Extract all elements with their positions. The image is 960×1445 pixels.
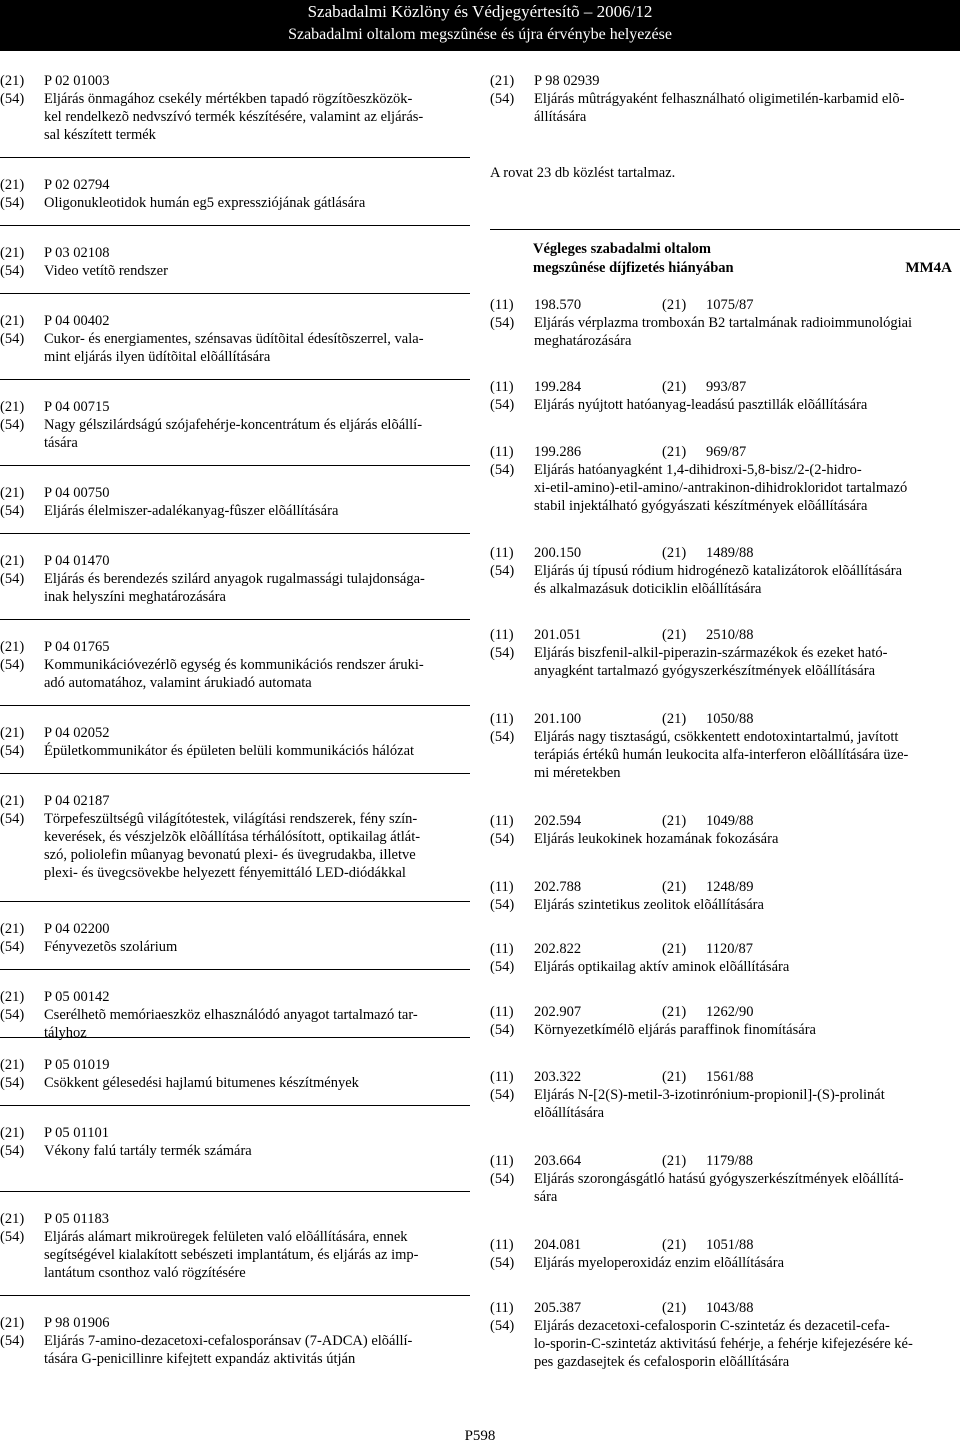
section-title-line2: megszûnése díjfizetés hiányában — [533, 260, 734, 276]
field-code-54: (54) — [0, 91, 25, 107]
patent-title — [44, 1228, 470, 1282]
patent-title — [534, 830, 960, 848]
section-title-line1: Végleges szabadalmi oltalom — [533, 241, 712, 257]
title-line: plexi- és üvegcsövekbe helyezett fényemittáló LED-diódákkal — [44, 865, 406, 881]
field-code-21: (21) — [0, 553, 25, 569]
application-number: P 04 02052 — [44, 725, 110, 741]
divider — [0, 225, 470, 226]
divider — [0, 969, 470, 970]
divider — [490, 229, 960, 230]
title-line: Eljárás nagy tisztaságú, csökkentett endotoxintartalmú, javított — [534, 729, 899, 745]
title-line: xi-etil-amino)-etil-amino/-antrakinon-dihidrokloridot tartalmazó — [534, 480, 908, 496]
field-code-21: (21) — [662, 941, 687, 957]
field-code-54: (54) — [490, 729, 515, 745]
application-number: P 05 00142 — [44, 989, 110, 1005]
title-line: Video vetítõ rendszer — [44, 263, 168, 279]
divider — [0, 1191, 470, 1192]
patent-number: 202.788 — [534, 879, 582, 895]
application-number: 969/87 — [706, 444, 747, 460]
expired-patent-entry — [490, 1299, 960, 1371]
application-number: P 05 01019 — [44, 1057, 110, 1073]
application-number: P 98 02939 — [534, 73, 600, 89]
field-code-21: (21) — [0, 313, 25, 329]
patent-title — [534, 314, 960, 350]
application-number: P 04 00750 — [44, 485, 110, 501]
patent-number: 200.150 — [534, 545, 582, 561]
field-code-54: (54) — [490, 91, 515, 107]
title-line: Eljárás szorongásgátló hatású gyógyszerkészítmények elõállítá- — [534, 1171, 904, 1187]
patent-title — [44, 90, 470, 144]
field-code-54: (54) — [490, 897, 515, 913]
title-line: segítségével kialakított sebészeti implantátum, és eljárás az imp- — [44, 1247, 419, 1263]
patent-number: 201.100 — [534, 711, 582, 727]
divider — [0, 1105, 470, 1106]
field-code-11: (11) — [490, 444, 514, 460]
expired-patent-entry — [490, 626, 960, 680]
application-number: P 04 00715 — [44, 399, 110, 415]
title-line: meghatározására — [534, 333, 632, 349]
field-code-54: (54) — [490, 959, 515, 975]
expired-patent-entry — [490, 1003, 960, 1039]
field-code-11: (11) — [490, 297, 514, 313]
patent-entry — [0, 724, 470, 760]
field-code-54: (54) — [0, 1075, 25, 1091]
field-code-21: (21) — [662, 1004, 687, 1020]
field-code-21: (21) — [0, 725, 25, 741]
patent-title — [534, 1254, 960, 1272]
title-line: Eljárás önmagához csekély mértékben tapadó rögzítõeszközök- — [44, 91, 413, 107]
patent-entry — [0, 244, 470, 280]
page-header — [0, 0, 960, 51]
expired-patent-entry — [490, 812, 960, 848]
title-line: Eljárás hatóanyagként 1,4-dihidroxi-5,8-bisz/2-(2-hidro- — [534, 462, 862, 478]
field-code-11: (11) — [490, 1300, 514, 1316]
field-code-54: (54) — [490, 462, 515, 478]
expired-patent-entry — [490, 378, 960, 414]
title-line: lo-sporin-C-szintetáz aktivitású fehérje, a fehérje kifejezésére ké- — [534, 1336, 913, 1352]
field-code-54: (54) — [0, 939, 25, 955]
patent-title — [44, 416, 470, 452]
title-line: Környezetkímélõ eljárás paraffinok finomítására — [534, 1022, 816, 1038]
field-code-21: (21) — [0, 1315, 25, 1331]
field-code-21: (21) — [490, 73, 515, 89]
divider — [0, 1037, 470, 1038]
divider — [0, 773, 470, 774]
patent-title — [44, 570, 470, 606]
title-line: Vékony falú tartály termék számára — [44, 1143, 252, 1159]
title-line: szó, poliolefin mûanyag bevonatú plexi- és üvegrudakba, illetve — [44, 847, 416, 863]
field-code-21: (21) — [662, 1069, 687, 1085]
expired-patent-entry — [490, 443, 960, 515]
field-code-21: (21) — [0, 399, 25, 415]
patent-title — [44, 810, 470, 882]
title-line: Eljárás vérplazma tromboxán B2 tartalmának radioimmunológiai — [534, 315, 913, 331]
patent-title — [44, 330, 470, 366]
title-line: keverések, és vészjelzõk elõállítása térhálósított, optikailag átlát- — [44, 829, 421, 845]
field-code-21: (21) — [0, 245, 25, 261]
title-line: tására — [44, 435, 78, 451]
field-code-54: (54) — [0, 417, 25, 433]
patent-entry — [0, 1314, 470, 1368]
patent-number: 201.051 — [534, 627, 582, 643]
title-line: terápiás értékû humán leukocita alfa-interferon elõállítására üze- — [534, 747, 909, 763]
application-number: P 04 01765 — [44, 639, 110, 655]
patent-entry — [0, 552, 470, 606]
title-line: sára — [534, 1189, 558, 1205]
title-line: Cserélhetõ memóriaeszköz elhasználódó anyagot tartalmazó tar- — [44, 1007, 418, 1023]
field-code-54: (54) — [490, 831, 515, 847]
field-code-54: (54) — [490, 1022, 515, 1038]
title-line: lantátum csonthoz való rögzítésére — [44, 1265, 246, 1281]
field-code-21: (21) — [662, 813, 687, 829]
field-code-21: (21) — [0, 989, 25, 1005]
patent-title — [534, 1086, 960, 1122]
field-code-21: (21) — [662, 627, 687, 643]
application-number: 1075/87 — [706, 297, 754, 313]
field-code-11: (11) — [490, 1153, 514, 1169]
divider — [0, 901, 470, 902]
divider — [0, 293, 470, 294]
field-code-54: (54) — [490, 563, 515, 579]
field-code-21: (21) — [662, 297, 687, 313]
divider — [0, 465, 470, 466]
field-code-54: (54) — [0, 263, 25, 279]
patent-entry — [0, 638, 470, 692]
title-line: Eljárás dezacetoxi-cefalosporin C-szintetáz és dezacetil-cefa- — [534, 1318, 890, 1334]
field-code-54: (54) — [0, 657, 25, 673]
application-number: P 02 01003 — [44, 73, 110, 89]
application-number: 1262/90 — [706, 1004, 754, 1020]
patent-number: 199.286 — [534, 444, 582, 460]
field-code-11: (11) — [490, 879, 514, 895]
count-note: A rovat 23 db közlést tartalmaz. — [490, 165, 676, 181]
application-number: 1561/88 — [706, 1069, 754, 1085]
field-code-21: (21) — [662, 545, 687, 561]
title-line: adó automatához, valamint árukiadó automata — [44, 675, 312, 691]
section-code: MM4A — [905, 260, 952, 276]
divider — [0, 705, 470, 706]
patent-title — [534, 90, 960, 126]
field-code-54: (54) — [0, 331, 25, 347]
application-number: 1043/88 — [706, 1300, 754, 1316]
expired-patent-entry — [490, 1236, 960, 1272]
title-line: mint eljárás ilyen üdítõital elõállítására — [44, 349, 271, 365]
patent-title — [534, 1170, 960, 1206]
field-code-21: (21) — [0, 177, 25, 193]
patent-title — [534, 896, 960, 914]
title-line: Eljárás élelmiszer-adalékanyag-fûszer elõállítására — [44, 503, 339, 519]
title-line: Eljárás új típusú ródium hidrogénezõ katalizátorok elõállítására — [534, 563, 903, 579]
application-number: 1489/88 — [706, 545, 754, 561]
patent-entry — [0, 988, 470, 1042]
divider — [0, 533, 470, 534]
title-line: mi méretekben — [534, 765, 621, 781]
patent-title — [534, 958, 960, 976]
field-code-54: (54) — [0, 743, 25, 759]
application-number: 993/87 — [706, 379, 747, 395]
field-code-11: (11) — [490, 813, 514, 829]
field-code-54: (54) — [0, 811, 25, 827]
field-code-54: (54) — [490, 1255, 515, 1271]
field-code-54: (54) — [490, 397, 515, 413]
field-code-54: (54) — [490, 1171, 515, 1187]
title-line: Eljárás alámart mikroüregek felületen való elõállítására, ennek — [44, 1229, 408, 1245]
section-heading: Szabadalmi oltalom megszûnése és újra érvénybe helyezése — [288, 26, 672, 43]
patent-number: 203.664 — [534, 1153, 582, 1169]
patent-entry — [0, 484, 470, 520]
title-line: Eljárás szintetikus zeolitok elõállítására — [534, 897, 764, 913]
title-line: Eljárás optikailag aktív aminok elõállítására — [534, 959, 790, 975]
patent-title — [44, 1142, 470, 1160]
title-line: tására G-penicillinre kifejtett expandáz aktivitás útján — [44, 1351, 356, 1367]
field-code-54: (54) — [490, 645, 515, 661]
title-line: inak helyszíni meghatározására — [44, 589, 226, 605]
application-number: P 05 01101 — [44, 1125, 109, 1141]
application-number: 1049/88 — [706, 813, 754, 829]
field-code-11: (11) — [490, 941, 514, 957]
title-line: Eljárás biszfenil-alkil-piperazin-származékok és ezeket ható- — [534, 645, 888, 661]
application-number: 1120/87 — [706, 941, 753, 957]
title-line: Épületkommunikátor és épületen belüli kommunikációs hálózat — [44, 743, 415, 759]
field-code-11: (11) — [490, 627, 514, 643]
patent-entry — [0, 1210, 470, 1282]
page-number: P598 — [464, 1428, 496, 1444]
application-number: 1248/89 — [706, 879, 754, 895]
patent-title — [534, 644, 960, 680]
title-line: elõállítására — [534, 1105, 605, 1121]
patent-number: 203.322 — [534, 1069, 582, 1085]
title-line: tályhoz — [44, 1025, 87, 1041]
application-number: P 03 02108 — [44, 245, 110, 261]
title-line: stabil injektálható gyógyászati készítmények elõállítására — [534, 498, 868, 514]
title-line: kel rendelkezõ nedvszívó termék készítésére, valamint az eljárás- — [44, 109, 424, 125]
field-code-21: (21) — [0, 485, 25, 501]
field-code-21: (21) — [0, 1057, 25, 1073]
title-line: Kommunikációvezérlõ egység és kommunikációs rendszer áruki- — [44, 657, 424, 673]
field-code-11: (11) — [490, 711, 514, 727]
field-code-21: (21) — [0, 793, 25, 809]
patent-number: 202.594 — [534, 813, 582, 829]
patent-number: 202.907 — [534, 1004, 582, 1020]
expired-patent-entry — [490, 710, 960, 782]
expired-patent-entry — [490, 878, 960, 914]
patent-title — [44, 938, 470, 956]
patent-title — [44, 262, 470, 280]
patent-title — [44, 1332, 470, 1368]
title-line: Eljárás leukokinek hozamának fokozására — [534, 831, 779, 847]
patent-number: 205.387 — [534, 1300, 582, 1316]
field-code-11: (11) — [490, 545, 514, 561]
patent-title — [44, 502, 470, 520]
patent-entry — [0, 398, 470, 452]
title-line: Eljárás mûtrágyaként felhasználható oligimetilén-karbamid elõ- — [534, 91, 905, 107]
title-line: Fényvezetõs szolárium — [44, 939, 178, 955]
field-code-11: (11) — [490, 1004, 514, 1020]
divider — [0, 379, 470, 380]
patent-title — [44, 742, 470, 760]
field-code-54: (54) — [490, 315, 515, 331]
expired-patent-entry — [490, 1152, 960, 1206]
application-number: P 04 02187 — [44, 793, 110, 809]
expired-patent-entry — [490, 544, 960, 598]
expired-patent-entry — [490, 296, 960, 350]
application-number: P 04 02200 — [44, 921, 110, 937]
field-code-54: (54) — [0, 1333, 25, 1349]
patent-number: 199.284 — [534, 379, 582, 395]
title-line: Oligonukleotidok humán eg5 expressziójának gátlására — [44, 195, 366, 211]
title-line: sal készített termék — [44, 127, 156, 143]
patent-number: 198.570 — [534, 297, 582, 313]
application-number: 2510/88 — [706, 627, 754, 643]
field-code-54: (54) — [0, 503, 25, 519]
patent-title — [44, 1074, 470, 1092]
title-line: Eljárás nyújtott hatóanyag-leadású pasztillák elõállítására — [534, 397, 868, 413]
application-number: P 05 01183 — [44, 1211, 109, 1227]
title-line: Eljárás N-[2(S)-metil-3-izotinrónium-propionil]-(S)-prolinát — [534, 1087, 885, 1103]
title-line: anyagként tartalmazó gyógyszerkészítmények elõállítására — [534, 663, 876, 679]
field-code-21: (21) — [662, 1153, 687, 1169]
field-code-21: (21) — [0, 921, 25, 937]
field-code-21: (21) — [662, 711, 687, 727]
field-code-21: (21) — [662, 879, 687, 895]
patent-number: 202.822 — [534, 941, 582, 957]
field-code-54: (54) — [0, 1229, 25, 1245]
title-line: Nagy gélszilárdságú szójafehérje-koncentrátum és eljárás elõállí- — [44, 417, 423, 433]
patent-entry — [0, 792, 470, 882]
divider — [0, 1295, 470, 1296]
field-code-11: (11) — [490, 1237, 514, 1253]
field-code-54: (54) — [0, 571, 25, 587]
title-line: állítására — [534, 109, 587, 125]
application-number: P 04 01470 — [44, 553, 110, 569]
title-line: pes gazdasejtek és cefalosporin elõállítására — [534, 1354, 790, 1370]
patent-title — [44, 656, 470, 692]
field-code-21: (21) — [662, 379, 687, 395]
title-line: Cukor- és energiamentes, szénsavas üdítõital édesítõszerrel, vala- — [44, 331, 424, 347]
expired-patent-entry — [490, 1068, 960, 1122]
patent-entry — [0, 312, 470, 366]
application-number: 1051/88 — [706, 1237, 754, 1253]
field-code-11: (11) — [490, 379, 514, 395]
patent-entry — [0, 176, 470, 212]
field-code-11: (11) — [490, 1069, 514, 1085]
field-code-21: (21) — [662, 444, 687, 460]
patent-title — [534, 1021, 960, 1039]
field-code-54: (54) — [0, 1007, 25, 1023]
field-code-54: (54) — [0, 195, 25, 211]
divider — [0, 157, 470, 158]
title-line: Törpefeszültségû világítótestek, világítási rendszerek, fény szín- — [44, 811, 418, 827]
journal-title: Szabadalmi Közlöny és Védjegyértesítõ – 2006/12 — [307, 2, 653, 21]
field-code-21: (21) — [0, 639, 25, 655]
application-number: P 02 02794 — [44, 177, 110, 193]
patent-title — [44, 194, 470, 212]
patent-entry — [0, 1056, 470, 1092]
patent-entry — [0, 72, 470, 144]
field-code-21: (21) — [662, 1237, 687, 1253]
application-number: 1050/88 — [706, 711, 754, 727]
patent-title — [534, 1317, 960, 1371]
field-code-54: (54) — [490, 1318, 515, 1334]
field-code-21: (21) — [662, 1300, 687, 1316]
title-line: és alkalmazásuk doticiklin elõállítására — [534, 581, 762, 597]
title-line: Eljárás és berendezés szilárd anyagok rugalmassági tulajdonsága- — [44, 571, 425, 587]
application-number: P 04 00402 — [44, 313, 110, 329]
patent-title — [534, 461, 960, 515]
patent-entry — [0, 1124, 470, 1160]
patent-entry — [490, 72, 960, 126]
application-number: P 98 01906 — [44, 1315, 110, 1331]
expired-patent-entry — [490, 940, 960, 976]
field-code-54: (54) — [490, 1087, 515, 1103]
title-line: Eljárás 7-amino-dezacetoxi-cefalosporánsav (7-ADCA) elõállí- — [44, 1333, 413, 1349]
field-code-21: (21) — [0, 1125, 25, 1141]
field-code-21: (21) — [0, 1211, 25, 1227]
patent-title — [534, 562, 960, 598]
field-code-54: (54) — [0, 1143, 25, 1159]
patent-title — [534, 728, 960, 782]
patent-entry — [0, 920, 470, 956]
title-line: Eljárás myeloperoxidáz enzim elõállítására — [534, 1255, 785, 1271]
title-line: Csökkent gélesedési hajlamú bitumenes készítmények — [44, 1075, 359, 1091]
field-code-21: (21) — [0, 73, 25, 89]
patent-number: 204.081 — [534, 1237, 582, 1253]
application-number: 1179/88 — [706, 1153, 753, 1169]
patent-title — [534, 396, 960, 414]
divider — [0, 619, 470, 620]
